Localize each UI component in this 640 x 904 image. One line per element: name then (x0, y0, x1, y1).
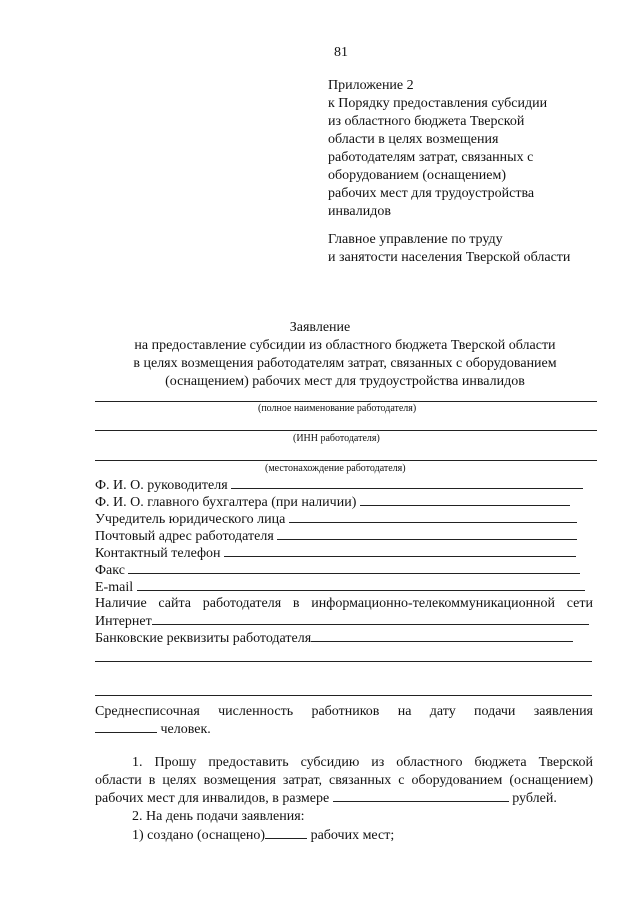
location-caption: (местонахождение работодателя) (265, 463, 406, 474)
field-phone-label: Контактный телефон (95, 546, 221, 561)
bank-extra-line[interactable] (95, 695, 592, 696)
field-email-label: E-mail (95, 580, 134, 595)
field-founder-blank[interactable] (289, 511, 577, 523)
request-line3-prefix: рабочих мест для инвалидов, в размере (95, 791, 330, 806)
field-head-blank[interactable] (231, 477, 583, 489)
recipient-block (328, 231, 570, 267)
field-phone (95, 545, 576, 562)
appendix-line: оборудованием (оснащением) (328, 168, 507, 183)
field-site-line2 (95, 613, 589, 630)
employer-name-line[interactable] (95, 401, 597, 402)
field-bank (95, 630, 573, 647)
appendix-line: инвалидов (328, 204, 391, 219)
field-email-blank[interactable] (137, 579, 585, 591)
workplaces-count-blank[interactable] (265, 827, 307, 839)
field-site (95, 596, 593, 612)
field-accountant (95, 494, 570, 511)
appendix-line: из областного бюджета Тверской (328, 114, 525, 129)
bank-extra-line[interactable] (95, 661, 592, 662)
inn-line[interactable] (95, 430, 597, 431)
recipient-line: и занятости населения Тверской области (328, 250, 571, 265)
subsidy-amount-blank[interactable] (333, 790, 509, 802)
appendix-header (328, 77, 547, 221)
headcount-blank[interactable] (95, 721, 157, 733)
location-line[interactable] (95, 460, 597, 461)
request-line3-suffix: рублей. (512, 791, 557, 806)
field-bank-label: Банковские реквизиты работодателя (95, 631, 312, 646)
recipient-line: Главное управление по труду (328, 232, 503, 247)
field-head-label: Ф. И. О. руководителя (95, 478, 228, 493)
headcount-line1: Среднесписочная численность работников на дату подачи заявления (95, 704, 593, 719)
subtitle-line: (оснащением) рабочих мест для трудоустройства инвалидов (165, 374, 525, 389)
field-fax-blank[interactable] (128, 562, 580, 574)
request-block (95, 754, 593, 808)
request-item2: 2. На день подачи заявления: (132, 809, 305, 824)
inn-caption: (ИНН работодателя) (293, 433, 380, 444)
document-title: Заявление (289, 320, 351, 335)
request-item2-1-suffix: рабочих мест; (310, 828, 395, 843)
field-accountant-blank[interactable] (360, 494, 570, 506)
appendix-line: области в целях возмещения (328, 132, 499, 147)
field-postal-blank[interactable] (277, 528, 577, 540)
document-subtitle (90, 337, 600, 391)
field-fax-label: Факс (95, 563, 125, 578)
request-item2-1 (132, 827, 394, 844)
appendix-line: Приложение 2 (328, 78, 414, 93)
employer-name-caption: (полное наименование работодателя) (258, 403, 417, 414)
headcount-unit: человек. (160, 722, 211, 737)
request-item2-1-prefix: 1) создано (оснащено) (132, 828, 266, 843)
field-accountant-label: Ф. И. О. главного бухгалтера (при наличии) (95, 495, 357, 510)
field-site-blank[interactable] (152, 613, 589, 625)
appendix-line: рабочих мест для трудоустройства (328, 186, 535, 201)
field-postal-label: Почтовый адрес работодателя (95, 529, 274, 544)
appendix-line: к Порядку предоставления субсидии (328, 96, 548, 111)
request-line2: области в целях возмещения затрат, связанных с оборудованием (оснащением) (95, 773, 593, 788)
request-line3 (95, 791, 557, 806)
field-phone-blank[interactable] (224, 545, 576, 557)
page-number: 81 (334, 45, 348, 60)
subtitle-line: на предоставление субсидии из областного бюджета Тверской области (134, 338, 556, 353)
headcount-line2 (95, 721, 211, 738)
request-line1: 1. Прошу предоставить субсидию из областного бюджета Тверской (132, 755, 593, 770)
field-founder-label: Учредитель юридического лица (95, 512, 286, 527)
field-postal (95, 528, 577, 545)
field-head (95, 477, 583, 494)
field-email (95, 579, 585, 596)
appendix-line: работодателям затрат, связанных с (328, 150, 534, 165)
headcount-block (95, 703, 593, 721)
subtitle-line: в целях возмещения работодателям затрат, связанных с оборудованием (133, 356, 557, 371)
field-site-label-line2: Интернет (95, 614, 152, 629)
field-founder (95, 511, 577, 528)
field-bank-blank[interactable] (311, 630, 573, 642)
field-fax (95, 562, 580, 579)
field-site-label-line1: Наличие сайта работодателя в информационно-телекоммуникационной сети (95, 596, 593, 611)
